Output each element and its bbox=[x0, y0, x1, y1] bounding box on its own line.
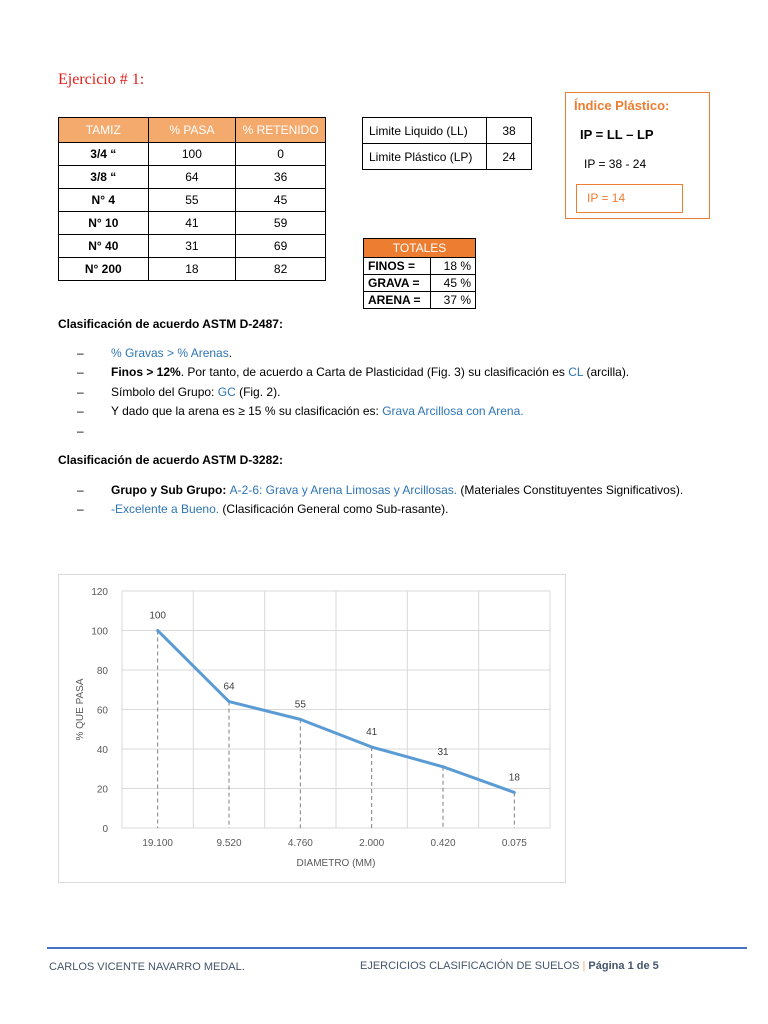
list-item bbox=[77, 483, 683, 497]
sieve-cell: N° 10 bbox=[59, 212, 149, 235]
data-point bbox=[370, 746, 373, 749]
bullet-dash: – bbox=[77, 385, 84, 399]
table-row bbox=[59, 212, 326, 235]
list-item bbox=[77, 365, 629, 379]
text-fragment: . bbox=[228, 346, 233, 360]
x-tick-label: 19.100 bbox=[142, 838, 173, 849]
y-tick-label: 20 bbox=[96, 784, 108, 796]
totales-value: 18 % bbox=[431, 258, 476, 275]
totales-label: ARENA = bbox=[364, 292, 431, 309]
sieve-cell: 36 bbox=[236, 166, 326, 189]
plasticity-index-formula: IP = LL – LP bbox=[580, 127, 654, 142]
x-tick-label: 0.420 bbox=[430, 838, 456, 849]
text-fragment: (Fig. 2). bbox=[235, 385, 281, 399]
sieve-cell: N° 4 bbox=[59, 189, 149, 212]
bullet-dash: – bbox=[77, 424, 84, 438]
data-label: 100 bbox=[149, 610, 167, 622]
limit-value: 24 bbox=[487, 144, 532, 170]
gravas-arenas-text: % Gravas > % Arenas bbox=[111, 346, 229, 360]
bullet-dash: – bbox=[77, 404, 84, 418]
table-row bbox=[59, 189, 326, 212]
sieve-header-pasa: % PASA bbox=[148, 118, 236, 143]
text-fragment: (Clasificación General como Sub-rasante). bbox=[219, 502, 449, 516]
totales-value: 37 % bbox=[431, 292, 476, 309]
y-tick-label: 120 bbox=[91, 587, 108, 598]
granulometry-chart bbox=[59, 575, 565, 882]
x-tick-label: 0.075 bbox=[501, 838, 527, 849]
sieve-cell: 59 bbox=[236, 212, 326, 235]
sieve-cell: 55 bbox=[148, 189, 236, 212]
cl-text: CL bbox=[568, 365, 584, 379]
sieve-table-header-row bbox=[59, 118, 326, 143]
sieve-cell: 18 bbox=[148, 258, 236, 281]
y-tick-label: 80 bbox=[96, 666, 108, 677]
table-row bbox=[364, 258, 476, 275]
data-point bbox=[228, 700, 231, 703]
footer-divider bbox=[47, 947, 747, 949]
sieve-cell: 64 bbox=[148, 166, 236, 189]
sieve-cell: 100 bbox=[148, 143, 236, 166]
sieve-cell: 69 bbox=[236, 235, 326, 258]
bullet-dash: – bbox=[77, 346, 84, 360]
astm-2487-title: Clasificación de acuerdo ASTM D-2487: bbox=[58, 317, 283, 331]
plasticity-index-substitution: IP = 38 - 24 bbox=[584, 157, 647, 171]
data-point bbox=[299, 718, 302, 721]
totales-table bbox=[363, 238, 476, 309]
text-fragment: Símbolo del Grupo: bbox=[111, 385, 218, 399]
list-item bbox=[77, 346, 232, 360]
data-point bbox=[156, 629, 159, 632]
limit-label: Limite Plástico (LP) bbox=[363, 144, 487, 170]
footer-doc-info bbox=[360, 960, 659, 972]
plasticity-index-heading: Índice Plástico: bbox=[574, 98, 670, 113]
list-item bbox=[77, 424, 111, 438]
chart-frame bbox=[58, 574, 566, 883]
text-fragment: . Por tanto, de acuerdo a Carta de Plasticidad (Fig. 3) su clasificación es bbox=[180, 365, 569, 379]
sieve-cell: 0 bbox=[236, 143, 326, 166]
list-item bbox=[77, 404, 524, 418]
table-row bbox=[59, 258, 326, 281]
totales-label: FINOS = bbox=[364, 258, 431, 275]
table-row bbox=[363, 144, 532, 170]
y-tick-label: 100 bbox=[91, 626, 108, 638]
data-point bbox=[442, 765, 445, 768]
list-item bbox=[77, 502, 449, 516]
table-row bbox=[363, 118, 532, 144]
bullet-dash: – bbox=[77, 502, 84, 516]
y-axis-label: % QUE PASA bbox=[75, 678, 86, 741]
totales-header: TOTALES bbox=[364, 239, 476, 258]
y-tick-label: 60 bbox=[96, 705, 108, 717]
table-row bbox=[364, 275, 476, 292]
finos-text: Finos > 12% bbox=[111, 365, 181, 379]
y-tick-label: 0 bbox=[102, 824, 108, 835]
data-label: 41 bbox=[366, 727, 378, 739]
table-row bbox=[59, 235, 326, 258]
footer-page-number: 1 bbox=[627, 960, 634, 972]
page-title: Ejercicio # 1: bbox=[58, 71, 145, 88]
list-item bbox=[77, 385, 280, 399]
classification-text: Grava Arcillosa con Arena. bbox=[382, 404, 524, 418]
x-tick-label: 9.520 bbox=[216, 838, 242, 849]
data-label: 64 bbox=[223, 681, 235, 693]
sieve-cell: 3/4 “ bbox=[59, 143, 149, 166]
x-tick-label: 2.000 bbox=[359, 838, 385, 849]
data-label: 55 bbox=[294, 699, 306, 711]
sieve-cell: 45 bbox=[236, 189, 326, 212]
gc-text: GC bbox=[217, 385, 236, 399]
rating-text: -Excelente a Bueno. bbox=[111, 502, 220, 516]
x-tick-label: 4.760 bbox=[287, 838, 313, 849]
totales-label: GRAVA = bbox=[364, 275, 431, 292]
table-row bbox=[59, 166, 326, 189]
sieve-cell: N° 40 bbox=[59, 235, 149, 258]
footer-page-of: de bbox=[636, 960, 650, 972]
text-fragment: Y dado que la arena es ≥ 15 % su clasificación es: bbox=[111, 404, 383, 418]
sieve-header-retenido: % RETENIDO bbox=[236, 118, 326, 143]
astm-3282-title: Clasificación de acuerdo ASTM D-3282: bbox=[58, 453, 283, 467]
sieve-cell: 41 bbox=[148, 212, 236, 235]
sieve-cell: 3/8 “ bbox=[59, 166, 149, 189]
limit-label: Limite Liquido (LL) bbox=[363, 118, 487, 144]
data-label: 18 bbox=[508, 772, 520, 784]
totales-value: 45 % bbox=[431, 275, 476, 292]
table-row bbox=[59, 143, 326, 166]
footer-separator: | bbox=[582, 960, 586, 972]
limit-value: 38 bbox=[487, 118, 532, 144]
group-label: Grupo y Sub Grupo: bbox=[111, 483, 230, 497]
footer-author: CARLOS VICENTE NAVARRO MEDAL. bbox=[49, 961, 245, 973]
data-point bbox=[513, 791, 516, 794]
sieve-cell: N° 200 bbox=[59, 258, 149, 281]
bullet-dash: – bbox=[77, 365, 84, 379]
limits-table bbox=[362, 117, 532, 170]
footer-doc-title: EJERCICIOS CLASIFICACIÓN DE SUELOS bbox=[360, 960, 580, 972]
text-fragment: (arcilla). bbox=[583, 365, 630, 379]
table-row bbox=[364, 292, 476, 309]
data-label: 31 bbox=[437, 746, 449, 758]
y-tick-label: 40 bbox=[96, 745, 108, 756]
footer-page-total: 5 bbox=[652, 960, 659, 972]
sieve-cell: 31 bbox=[148, 235, 236, 258]
text-fragment: (Materiales Constituyentes Significativos). bbox=[457, 483, 684, 497]
footer-page-label: Página bbox=[588, 960, 625, 972]
x-axis-label: DIAMETRO (MM) bbox=[296, 858, 376, 869]
plasticity-index-result: IP = 14 bbox=[587, 191, 626, 205]
group-value: A-2-6: Grava y Arena Limosas y Arcillosas. bbox=[229, 483, 458, 497]
sieve-cell: 82 bbox=[236, 258, 326, 281]
sieve-header-tamiz: TAMIZ bbox=[59, 118, 149, 143]
bullet-dash: – bbox=[77, 483, 84, 497]
sieve-table bbox=[58, 117, 326, 281]
